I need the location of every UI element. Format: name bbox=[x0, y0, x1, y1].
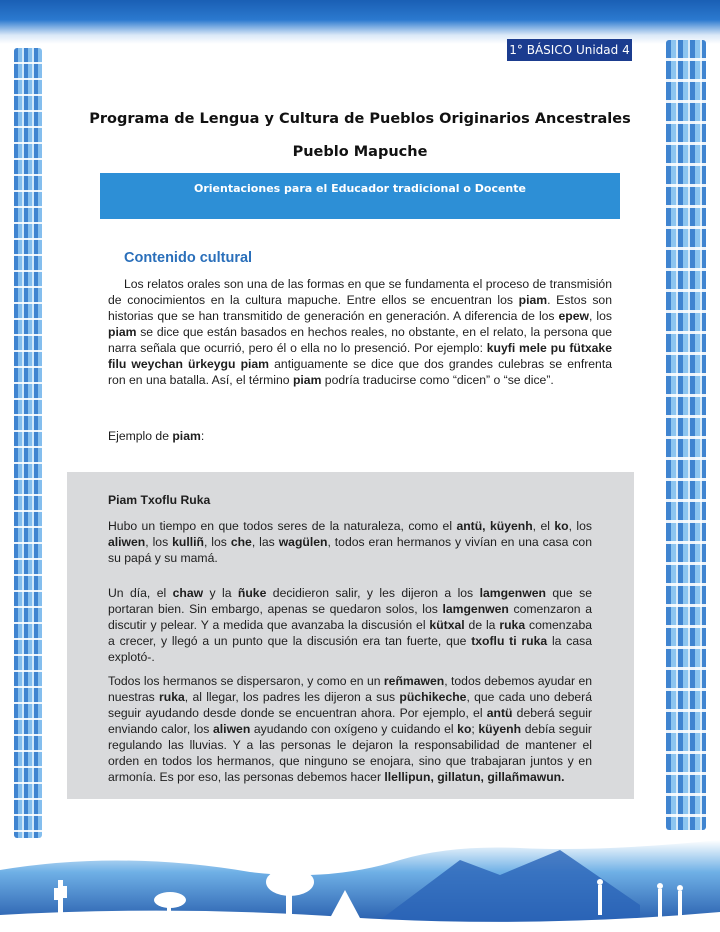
bold-term: llellipun, gillatun, gillañmawun. bbox=[384, 770, 565, 784]
example-prefix: Ejemplo de bbox=[108, 429, 173, 443]
text-run: , los bbox=[145, 535, 173, 549]
footer-landscape-illustration bbox=[0, 820, 720, 932]
text-run: Los relatos orales son una de las formas en que se fundamenta el proceso de transmisión de conocimientos en la cultura mapuche. Entre ellos se encuentran los bbox=[108, 277, 612, 307]
page-title: Programa de Lengua y Cultura de Pueblos Originarios Ancestrales bbox=[89, 111, 631, 127]
section-heading: Contenido cultural bbox=[124, 250, 253, 266]
orientation-bar bbox=[100, 173, 620, 219]
bold-term: piam bbox=[108, 325, 137, 339]
text-run: y la bbox=[203, 586, 238, 600]
text-run: , todos eran hermanos y vivían en una casa con su papá y su mamá. bbox=[108, 535, 592, 565]
bold-term: antü, küyenh bbox=[456, 519, 533, 533]
header-band bbox=[0, 0, 720, 44]
example-term: piam bbox=[172, 429, 201, 443]
bold-term: txoflu ti ruka bbox=[471, 634, 548, 648]
bold-term: reñmawen bbox=[383, 674, 445, 688]
bold-term: lamgenwen bbox=[442, 602, 509, 616]
bold-term: epew bbox=[558, 309, 590, 323]
decorative-border-right bbox=[666, 40, 706, 830]
unit-tag: 1° BÁSICO Unidad 4 bbox=[507, 39, 632, 61]
orientation-bar-label: Orientaciones para el Educador tradicional o Docente bbox=[194, 182, 526, 195]
text-run: . Estos son historias que se han transmitido de generación en generación. A diferencia de los bbox=[108, 293, 612, 323]
bold-term: aliwen bbox=[213, 722, 251, 736]
text-run: , los bbox=[589, 309, 612, 323]
story-paragraph bbox=[108, 673, 592, 785]
bold-term: küyenh bbox=[478, 722, 522, 736]
text-run: , al llegar, los padres les dijeron a sus bbox=[184, 690, 400, 704]
decorative-border-left bbox=[14, 48, 42, 838]
bold-term: ruka bbox=[159, 690, 185, 704]
text-run: que se portaran bien. Sin embargo, apenas se quedaron solos, los bbox=[108, 586, 592, 616]
bold-term: lamgenwen bbox=[479, 586, 546, 600]
bold-term: che bbox=[230, 535, 252, 549]
bold-term: aliwen bbox=[108, 535, 146, 549]
text-run: Todos los hermanos se dispersaron, y como en un bbox=[108, 674, 384, 688]
text-run: debía seguir regulando las lluvias. Y a las personas le dejaron la responsabilidad de mantener el orden en todos los hermanos, que ninguno se enojara, sino que trabajaran juntos y en armonía. Es por eso, las personas debemos hacer bbox=[108, 722, 592, 784]
text-run: podría traducirse como “dicen” o “se dice”. bbox=[321, 373, 554, 387]
text-run: Hubo un tiempo en que todos seres de la naturaleza, como el bbox=[108, 519, 457, 533]
example-line bbox=[108, 429, 204, 443]
text-run: antiguamente se dice que dos grandes culebras se enfrenta ron en una batalla. Así, el término bbox=[108, 357, 612, 387]
bold-term: kulliñ bbox=[172, 535, 204, 549]
text-run: ayudando con oxígeno y cuidando el bbox=[250, 722, 458, 736]
text-run: , todos debemos ayudar en nuestras bbox=[108, 674, 593, 704]
text-run: , los bbox=[203, 535, 231, 549]
bold-term: piam bbox=[292, 373, 322, 387]
story-paragraph bbox=[108, 585, 592, 665]
bold-term: piam bbox=[518, 293, 548, 307]
bold-term: kütxal bbox=[429, 618, 465, 632]
bold-term: ñuke bbox=[237, 586, 267, 600]
intro-paragraph bbox=[108, 276, 612, 388]
text-run: comenzaba a crecer, y llegó a un punto que la discusión era tan fuerte, que bbox=[108, 618, 593, 648]
example-suffix: : bbox=[200, 429, 205, 443]
bold-term: püchikeche bbox=[399, 690, 467, 704]
text-run: , el bbox=[532, 519, 555, 533]
text-run: se dice que están basados en hechos reales, no obstante, en el relato, la persona que narra señala que ocurrió, pero él o ella no lo presenció. Por ejemplo: bbox=[108, 325, 612, 355]
bold-term: ruka bbox=[499, 618, 526, 632]
text-run: comenzaron a discutir y pelear. Y a medida que avanzaba la discusión el bbox=[108, 602, 592, 632]
bold-term: kuyfi mele pu fütxake filu weychan ürkeygu piam bbox=[108, 341, 612, 371]
text-run: , que cada uno deberá seguir ayudando desde donde se encuentran ahora. Por ejemplo, el bbox=[108, 690, 592, 720]
bold-term: ko bbox=[554, 519, 569, 533]
story-title: Piam Txoflu Ruka bbox=[108, 493, 211, 507]
text-run: ; bbox=[471, 722, 479, 736]
text-run: la casa explotó-. bbox=[108, 634, 592, 664]
bold-term: chaw bbox=[172, 586, 204, 600]
text-run: , los bbox=[568, 519, 592, 533]
bold-term: ko bbox=[457, 722, 472, 736]
bold-term: antü bbox=[486, 706, 513, 720]
text-run: de la bbox=[464, 618, 500, 632]
text-run: deberá seguir enviando calor, los bbox=[108, 706, 593, 736]
text-run: decidieron salir, y les dijeron a los bbox=[266, 586, 480, 600]
text-run: , las bbox=[251, 535, 279, 549]
story-paragraph bbox=[108, 518, 592, 566]
page-subtitle: Pueblo Mapuche bbox=[292, 144, 428, 160]
text-run: Un día, el bbox=[108, 586, 173, 600]
bold-term: wagülen bbox=[278, 535, 328, 549]
